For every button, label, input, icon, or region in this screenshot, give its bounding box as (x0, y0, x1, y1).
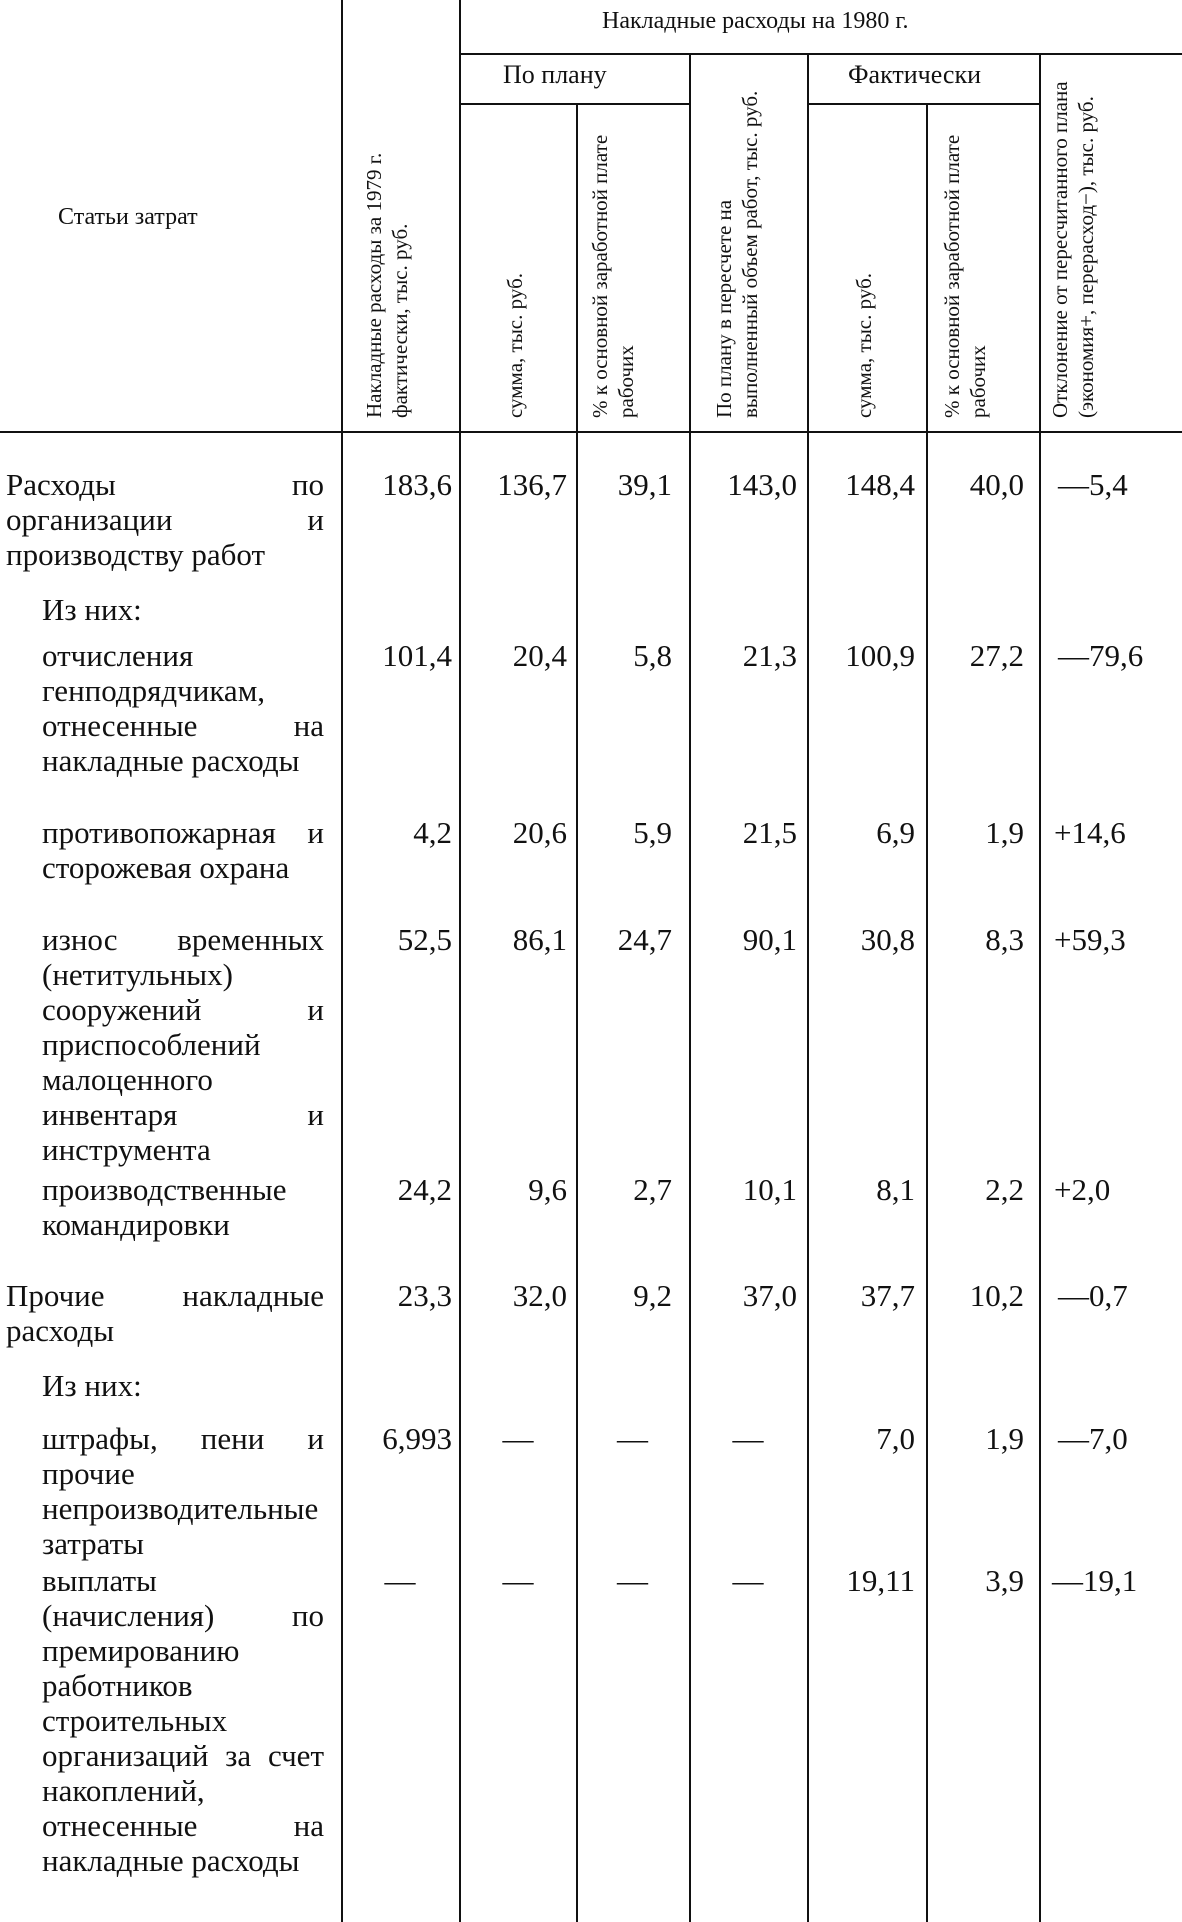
cell-1979: 6,993 (382, 1421, 452, 1456)
cell-plan-sum: 86,1 (512, 922, 567, 957)
cell-plan-pct: 2,7 (633, 1172, 672, 1207)
cell-1979: 23,3 (397, 1278, 452, 1313)
deviation-header: Отклонение от пересчитанного плана (экономия+, перерасход−), тыс. руб. (1048, 81, 1098, 418)
cell-1979: — (384, 1563, 416, 1598)
cell-1979: 101,4 (382, 638, 452, 673)
header-rule-plan (459, 103, 689, 105)
main-group-header: Накладные расходы на 1980 г. (602, 8, 909, 34)
header-bottom-rule (0, 431, 1182, 433)
col-divider-1 (341, 0, 343, 1922)
cell-plan-pct: — (617, 1563, 648, 1598)
group-plan-header: По плану (503, 60, 607, 89)
plan-pct-header: % к основной заработной плате рабочих (588, 134, 638, 418)
cell-1979: 183,6 (382, 467, 452, 502)
cell-plan-pct: 5,9 (633, 815, 672, 850)
cell-deviation: +14,6 (1054, 815, 1126, 850)
col-divider-4 (689, 54, 691, 1922)
cell-fact-pct: 8,3 (985, 922, 1024, 957)
header-rule-fact (807, 103, 1039, 105)
cell-1979: 24,2 (397, 1172, 452, 1207)
cell-1979: 4,2 (413, 815, 452, 850)
cell-fact-pct: 10,2 (969, 1278, 1024, 1313)
cell-recalc: 143,0 (727, 467, 797, 502)
cell-fact-sum: 7,0 (876, 1421, 915, 1456)
cell-plan-sum: 20,6 (512, 815, 567, 850)
cell-deviation: +59,3 (1054, 922, 1126, 957)
row-label: штрафы, пени и прочие непроизводительные затраты (42, 1421, 324, 1561)
cell-deviation: —79,6 (1058, 638, 1144, 673)
row-label: отчисления генподрядчикам, отнесенные на накладные расходы (42, 638, 324, 778)
cell-plan-sum: 9,6 (528, 1172, 567, 1207)
col-divider-5 (807, 54, 809, 1922)
col-1979-header: Накладные расходы за 1979 г. фактически, тыс. руб. (362, 152, 412, 418)
cell-fact-pct: 27,2 (969, 638, 1024, 673)
cell-1979: 52,5 (397, 922, 452, 957)
cell-plan-sum: 136,7 (497, 467, 567, 502)
row-label: выплаты (начисления) по премированию работников строительных организаций за счет накоплений, отнесенные на накладные расходы (42, 1563, 324, 1878)
row-label: Из них: (42, 592, 142, 627)
cell-fact-sum: 37,7 (860, 1278, 915, 1313)
cell-fact-pct: 1,9 (985, 1421, 1024, 1456)
recalc-header: По плану в пересчете на выполненный объем работ, тыс. руб. (712, 90, 762, 418)
row-label: Прочие накладные расходы (6, 1278, 324, 1348)
cell-recalc: 10,1 (742, 1172, 797, 1207)
fact-pct-header: % к основной заработной плате рабочих (940, 134, 990, 418)
cell-fact-sum: 30,8 (860, 922, 915, 957)
cell-fact-pct: 1,9 (985, 815, 1024, 850)
cell-fact-pct: 3,9 (985, 1563, 1024, 1598)
header-rule-top (459, 53, 1182, 55)
cell-recalc: 21,5 (742, 815, 797, 850)
cell-fact-pct: 40,0 (969, 467, 1024, 502)
row-label: противопожарная и сторожевая охрана (42, 815, 324, 885)
row-label: Из них: (42, 1368, 142, 1403)
group-fact-header: Фактически (848, 60, 981, 89)
cell-recalc: — (732, 1563, 764, 1598)
cell-plan-pct: 5,8 (633, 638, 672, 673)
cell-fact-sum: 8,1 (876, 1172, 915, 1207)
cell-deviation: —7,0 (1058, 1421, 1128, 1456)
cell-plan-pct: 39,1 (617, 467, 672, 502)
cell-recalc: 21,3 (742, 638, 797, 673)
col-item-header: Статьи затрат (58, 204, 198, 230)
cell-recalc: — (732, 1421, 764, 1456)
cell-fact-sum: 6,9 (876, 815, 915, 850)
col-divider-2 (459, 0, 461, 1922)
cell-deviation: —19,1 (1052, 1563, 1138, 1598)
cell-recalc: 37,0 (742, 1278, 797, 1313)
cell-deviation: —0,7 (1058, 1278, 1128, 1313)
cell-plan-sum: — (502, 1421, 534, 1456)
row-label: Расходы по организации и производству работ (6, 467, 324, 572)
cell-recalc: 90,1 (742, 922, 797, 957)
cell-plan-pct: — (617, 1421, 648, 1456)
row-label: износ временных (нетитульных) сооружений и приспособлений малоценного инвентаря и инструмента (42, 922, 324, 1167)
col-divider-7 (1039, 54, 1041, 1922)
col-divider-6 (926, 105, 928, 1922)
cell-plan-sum: 32,0 (512, 1278, 567, 1313)
cell-fact-pct: 2,2 (985, 1172, 1024, 1207)
cell-fact-sum: 19,11 (846, 1563, 915, 1598)
col-divider-3 (576, 105, 578, 1922)
cell-plan-sum: — (502, 1563, 534, 1598)
cell-fact-sum: 148,4 (845, 467, 915, 502)
row-label: производственные командировки (42, 1172, 287, 1242)
cell-fact-sum: 100,9 (845, 638, 915, 673)
cell-deviation: —5,4 (1058, 467, 1128, 502)
cell-plan-sum: 20,4 (512, 638, 567, 673)
cell-plan-pct: 24,7 (617, 922, 672, 957)
cell-deviation: +2,0 (1054, 1172, 1111, 1207)
plan-sum-header: сумма, тыс. руб. (503, 272, 527, 418)
cell-plan-pct: 9,2 (633, 1278, 672, 1313)
fact-sum-header: сумма, тыс. руб. (852, 272, 876, 418)
